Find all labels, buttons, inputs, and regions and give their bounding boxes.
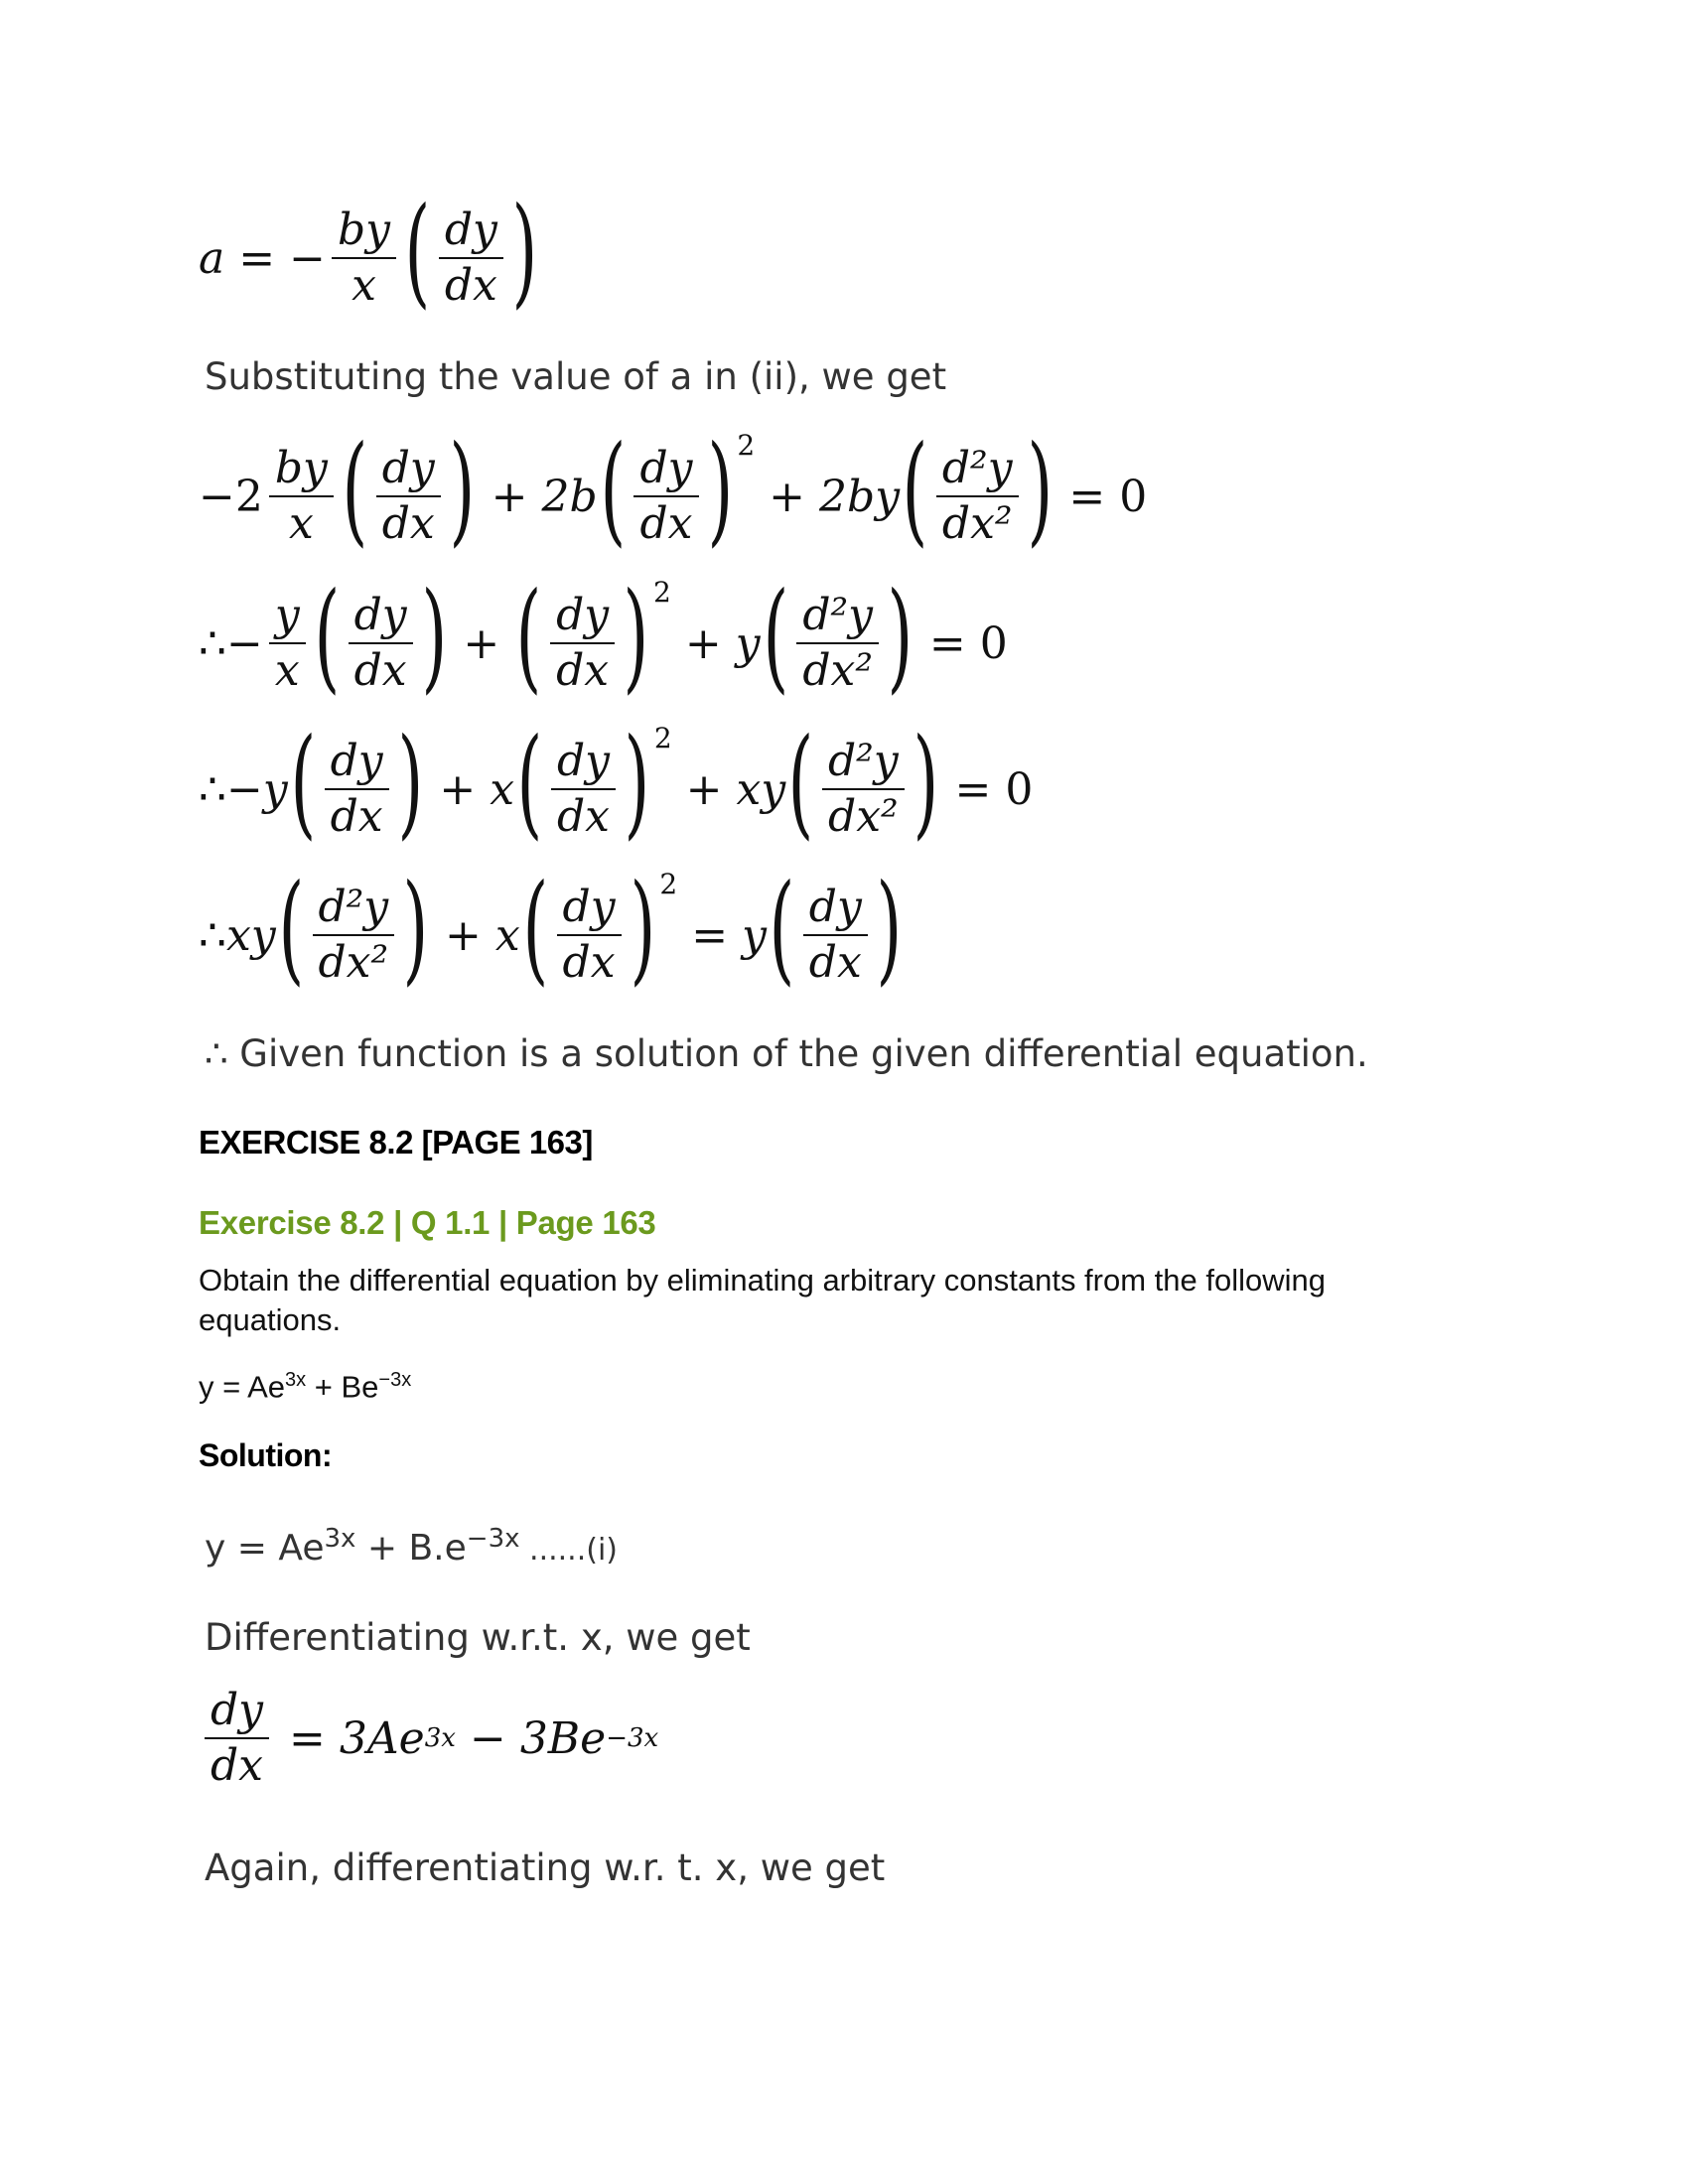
equals: = [691,909,729,961]
left-paren: ( [290,714,317,852]
denominator: x [352,260,376,311]
derivative-equation [199,1685,659,1792]
left-paren: ( [404,183,431,321]
right-paren: ) [630,860,655,998]
eq-part: + Be [306,1369,379,1405]
numerator: d²y [936,446,1019,497]
therefore-symbol: ∴ [199,763,226,815]
eq-part: y = Ae [205,1528,325,1569]
numerator: dy [633,446,698,497]
left-paren: ( [763,568,788,706]
equation-label: ......(i) [519,1533,618,1568]
coefficient: xy [736,763,786,815]
therefore-symbol: ∴ [199,909,226,961]
minus: − [226,617,263,669]
term: 3Be [519,1712,607,1764]
fraction [313,881,395,988]
equation-line-4 [199,860,905,998]
coefficient: xy [226,909,276,961]
fraction [325,735,389,842]
left-paren: ( [342,421,368,559]
therefore-symbol: ∴ [199,617,226,669]
fraction [269,589,306,696]
solution-equation-1 [205,1524,618,1569]
exponent: −3x [378,1369,412,1391]
right-paren: ) [397,714,423,852]
exponent: 3x [324,1524,356,1554]
equals: = [238,232,276,284]
plus: + [684,617,722,669]
left-paren: ( [600,421,626,559]
exponent: 2 [737,428,756,462]
eq-part: y = Ae [199,1369,286,1405]
left-paren: ( [515,568,542,706]
fraction [551,735,616,842]
equals-zero: = 0 [928,617,1008,669]
fraction [803,881,868,988]
coefficient: y [742,909,767,961]
numerator: dy [550,593,615,644]
numerator: dy [803,885,868,936]
equation-a [199,183,540,321]
minus: − [289,232,326,284]
exponent: 3x [424,1723,456,1754]
coefficient: x [494,909,520,961]
denominator: dx [330,791,383,842]
exponent: −3x [606,1723,659,1754]
fraction [550,589,615,696]
denominator: dx [562,937,616,988]
right-paren: ) [623,568,649,706]
fraction [633,442,698,549]
again-differentiating-text: Again, differentiating w.r. t. x, we get [205,1846,886,1889]
denominator: dx [353,645,407,696]
numerator: y [269,593,306,644]
question-equation [199,1360,1450,1407]
eq-part: + B.e [355,1528,467,1569]
coefficient: y [735,617,761,669]
equation-line-2 [199,568,1022,706]
right-paren: ) [421,568,447,706]
plus: + [685,763,723,815]
numerator: d²y [313,885,395,936]
numerator: by [332,207,396,259]
equation-line-1 [199,421,1161,559]
plus: + [439,763,477,815]
coefficient: x [490,763,515,815]
plus: + [463,617,500,669]
equals-zero: = 0 [1068,471,1148,522]
term: 3Ae [339,1712,425,1764]
numerator: dy [551,739,616,790]
left-paren: ( [516,714,543,852]
coefficient: −y [226,763,288,815]
right-paren: ) [876,860,903,998]
denominator: dx² [802,645,874,696]
fraction [349,589,413,696]
denominator: dx [556,791,610,842]
coefficient: 2by [819,471,901,522]
plus: + [769,471,806,522]
denominator: dx² [828,791,899,842]
equals: = [289,1712,326,1764]
numerator: dy [557,885,622,936]
denominator: x [288,498,314,549]
coefficient: −2 [199,471,263,522]
numerator: by [269,446,334,497]
numerator: dy [439,207,503,259]
fraction [376,442,441,549]
coefficient: 2b [541,471,598,522]
numerator: d²y [796,593,879,644]
fraction [557,881,622,988]
solution-label: Solution: [199,1437,333,1473]
fraction [205,1685,269,1792]
var-a: a [199,232,225,284]
left-paren: ( [902,421,928,559]
equation-line-3 [199,714,1047,852]
fraction [936,442,1019,549]
question-text: Obtain the differential equation by eliminating arbitrary constants from the following equations. [199,1263,1326,1337]
numerator: dy [376,446,441,497]
denominator: dx² [941,498,1013,549]
denominator: dx [381,498,435,549]
conclusion-text: ∴ Given function is a solution of the given differential equation. [205,1032,1368,1075]
exponent: 3x [285,1369,307,1391]
right-paren: ) [1027,421,1053,559]
equals-zero: = 0 [954,763,1034,815]
plus: + [445,909,482,961]
exponent: 2 [659,867,678,900]
denominator: x [274,645,300,696]
fraction [439,204,503,311]
fraction [822,735,905,842]
fraction [332,204,396,311]
right-paren: ) [624,714,650,852]
left-paren: ( [522,860,548,998]
right-paren: ) [449,421,476,559]
denominator: dx [639,498,693,549]
exponent: 2 [653,721,672,754]
left-paren: ( [314,568,341,706]
left-paren: ( [769,860,795,998]
left-paren: ( [787,714,814,852]
differentiating-text: Differentiating w.r.t. x, we get [205,1616,751,1659]
exponent: −3x [466,1524,520,1554]
right-paren: ) [913,714,938,852]
fraction [269,442,334,549]
plus: + [491,471,528,522]
right-paren: ) [887,568,914,706]
right-paren: ) [402,860,429,998]
numerator: dy [325,739,389,790]
question-heading: Exercise 8.2 | Q 1.1 | Page 163 [199,1204,656,1241]
numerator: dy [349,593,413,644]
denominator: dx [444,260,497,311]
numerator: dy [205,1688,269,1739]
denominator: dx² [318,937,389,988]
denominator: dx [808,937,862,988]
exponent: 2 [652,575,671,609]
minus: − [469,1712,506,1764]
numerator: d²y [822,739,905,790]
denominator: dx [556,645,610,696]
right-paren: ) [707,421,733,559]
denominator: dx [211,1740,263,1792]
exercise-heading: EXERCISE 8.2 [PAGE 163] [199,1124,593,1160]
fraction [796,589,879,696]
substitute-text: Substituting the value of a in (ii), we get [205,355,947,398]
left-paren: ( [278,860,304,998]
right-paren: ) [511,183,538,321]
